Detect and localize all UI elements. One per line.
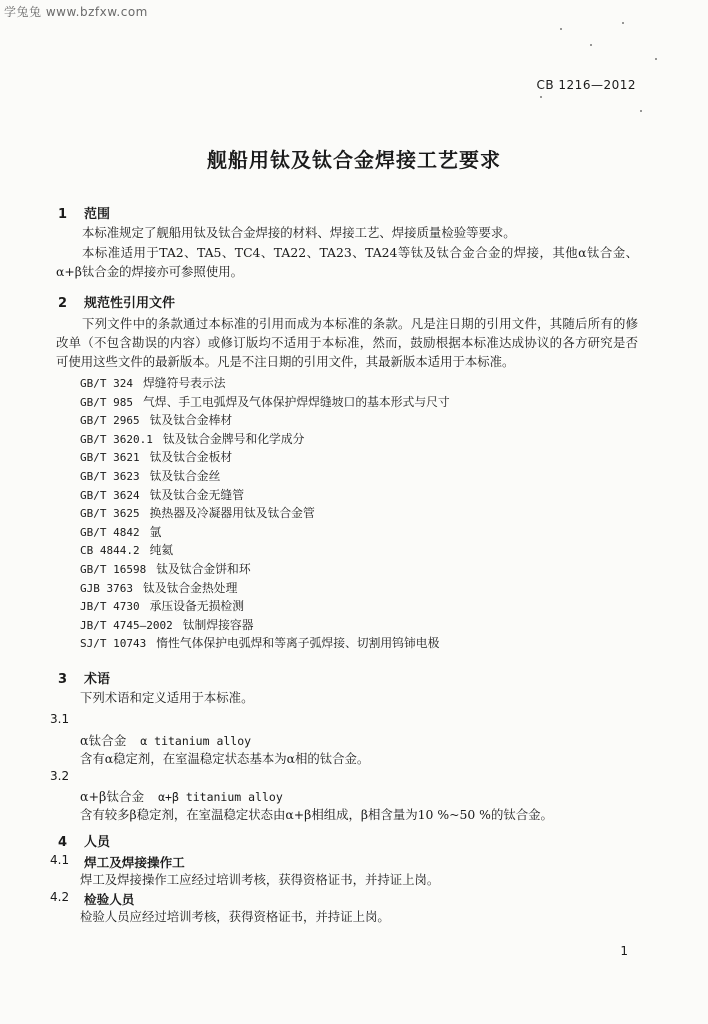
- section-title: 规范性引用文件: [84, 296, 176, 311]
- reference-code: GB/T 3624: [80, 488, 140, 502]
- reference-code: JB/T 4745—2002: [80, 618, 173, 632]
- reference-item: [80, 374, 226, 391]
- reference-code: GB/T 3625: [80, 507, 140, 521]
- reference-title: 钛及钛合金牌号和化学成分: [162, 431, 305, 446]
- page-number: 1: [620, 944, 628, 958]
- reference-item: [80, 560, 251, 577]
- section-title: 人员: [84, 835, 111, 850]
- reference-title: 钛及钛合金棒材: [149, 413, 233, 428]
- scan-speck: [655, 58, 657, 60]
- term-number: 3.1: [50, 712, 70, 726]
- subsection-title: 焊工及焊接操作工: [84, 855, 185, 870]
- watermark: 学兔兔 www.bzfxw.com: [4, 5, 148, 19]
- reference-item: [80, 430, 304, 447]
- reference-code: GB/T 3623: [80, 470, 140, 483]
- subsection-text: 检验人员应经过培训考核，获得资格证书，并持证上岗。: [80, 909, 390, 924]
- term-definition: 含有α稳定剂，在室温稳定状态基本为α相的钛合金。: [80, 751, 370, 766]
- reference-title: 换热器及冷凝器用钛及钛合金管: [149, 506, 315, 521]
- reference-title: 钛及钛合金热处理: [142, 580, 238, 595]
- reference-code: GB/T 3620.1: [80, 432, 153, 446]
- reference-title: 氩: [149, 524, 162, 539]
- reference-item: [80, 579, 237, 596]
- section-number: 4: [58, 835, 68, 850]
- reference-item: [80, 411, 232, 428]
- reference-item: [80, 523, 161, 540]
- reference-item: [80, 597, 244, 614]
- scan-speck: [590, 44, 592, 46]
- reference-title: 钛及钛合金丝: [149, 469, 221, 483]
- reference-code: GB/T 324: [80, 377, 133, 390]
- reference-item: [80, 616, 254, 633]
- reference-item: [80, 467, 220, 484]
- reference-title: 焊缝符号表示法: [142, 376, 226, 390]
- term-english: α+β titanium alloy: [158, 790, 283, 804]
- term-english: α titanium alloy: [140, 734, 252, 748]
- reference-code: SJ/T 10743: [80, 637, 147, 651]
- subsection-number: 4.2: [50, 890, 70, 904]
- scan-speck: [540, 96, 542, 98]
- subsection-number: 4.1: [50, 853, 70, 867]
- section-title: 术语: [84, 672, 111, 687]
- reference-code: GB/T 16598: [80, 563, 147, 576]
- reference-item: [80, 634, 439, 651]
- reference-code: GB/T 2965: [80, 414, 140, 428]
- section-1-heading: [58, 203, 110, 222]
- term-heading: [80, 786, 283, 805]
- term-definition: 含有较多β稳定剂，在室温稳定状态由α+β相组成，β相含量为10 %~50 %的钛合金。: [80, 807, 553, 822]
- reference-item: [80, 393, 450, 410]
- reference-code: GB/T 985: [80, 395, 133, 409]
- scan-speck: [560, 28, 562, 30]
- section-2-heading: [58, 292, 175, 311]
- document-title: 舰船用钛及钛合金焊接工艺要求: [207, 148, 501, 172]
- reference-title: 钛及钛合金无缝管: [149, 487, 244, 502]
- section-title: 范围: [84, 207, 111, 222]
- reference-title: 钛及钛合金饼和环: [156, 562, 251, 576]
- reference-item: [80, 541, 173, 558]
- section-2-intro: 下列文件中的条款通过本标准的引用而成为本标准的条款。凡是注日期的引用文件，其随后所有的修改单（不包含勘误的内容）或修订版均不适用于本标准，然而，鼓励根据本标准达成协议的各方研究是否可使用这些文件的最新版本。凡是不注日期的引用文件，其最新版本适用于本标准。: [56, 316, 638, 369]
- standard-number: CB 1216—2012: [536, 78, 636, 92]
- reference-code: GB/T 4842: [80, 525, 140, 539]
- reference-code: CB 4844.2: [80, 544, 140, 558]
- reference-code: GB/T 3621: [80, 451, 140, 465]
- reference-title: 承压设备无损检测: [149, 599, 244, 614]
- term-chinese: α+β钛合金: [80, 789, 145, 804]
- section-3-intro: 下列术语和定义适用于本标准。: [80, 690, 254, 705]
- section-number: 2: [58, 296, 68, 311]
- section-4-heading: [58, 831, 110, 850]
- reference-title: 气焊、手工电弧焊及气体保护焊焊缝坡口的基本形式与尺寸: [142, 394, 450, 409]
- scan-speck: [640, 110, 642, 112]
- reference-item: [80, 448, 232, 465]
- reference-title: 惰性气体保护电弧焊和等离子弧焊接、切割用钨铈电极: [156, 636, 440, 651]
- reference-title: 钛制焊接容器: [182, 617, 254, 632]
- reference-title: 钛及钛合金板材: [149, 450, 233, 465]
- term-heading: [80, 730, 251, 749]
- term-chinese: α钛合金: [80, 733, 127, 748]
- section-number: 3: [58, 672, 68, 687]
- reference-item: [80, 486, 244, 503]
- section-1-paragraph-2: 本标准适用于TA2、TA5、TC4、TA22、TA23、TA24等钛及钛合金合金的焊接，其他α钛合金、α+β钛合金的焊接亦可参照使用。: [56, 245, 638, 279]
- section-1-paragraph-1: 本标准规定了舰船用钛及钛合金焊接的材料、焊接工艺、焊接质量检验等要求。: [82, 225, 516, 240]
- reference-code: JB/T 4730: [80, 600, 140, 614]
- section-number: 1: [58, 207, 68, 222]
- reference-code: GJB 3763: [80, 581, 133, 595]
- reference-title: 纯氦: [149, 543, 174, 558]
- reference-item: [80, 504, 315, 521]
- subsection-text: 焊工及焊接操作工应经过培训考核，获得资格证书，并持证上岗。: [80, 872, 440, 887]
- scan-speck: [622, 22, 624, 24]
- subsection-title: 检验人员: [84, 892, 135, 907]
- section-3-heading: [58, 668, 110, 687]
- term-number: 3.2: [50, 769, 70, 783]
